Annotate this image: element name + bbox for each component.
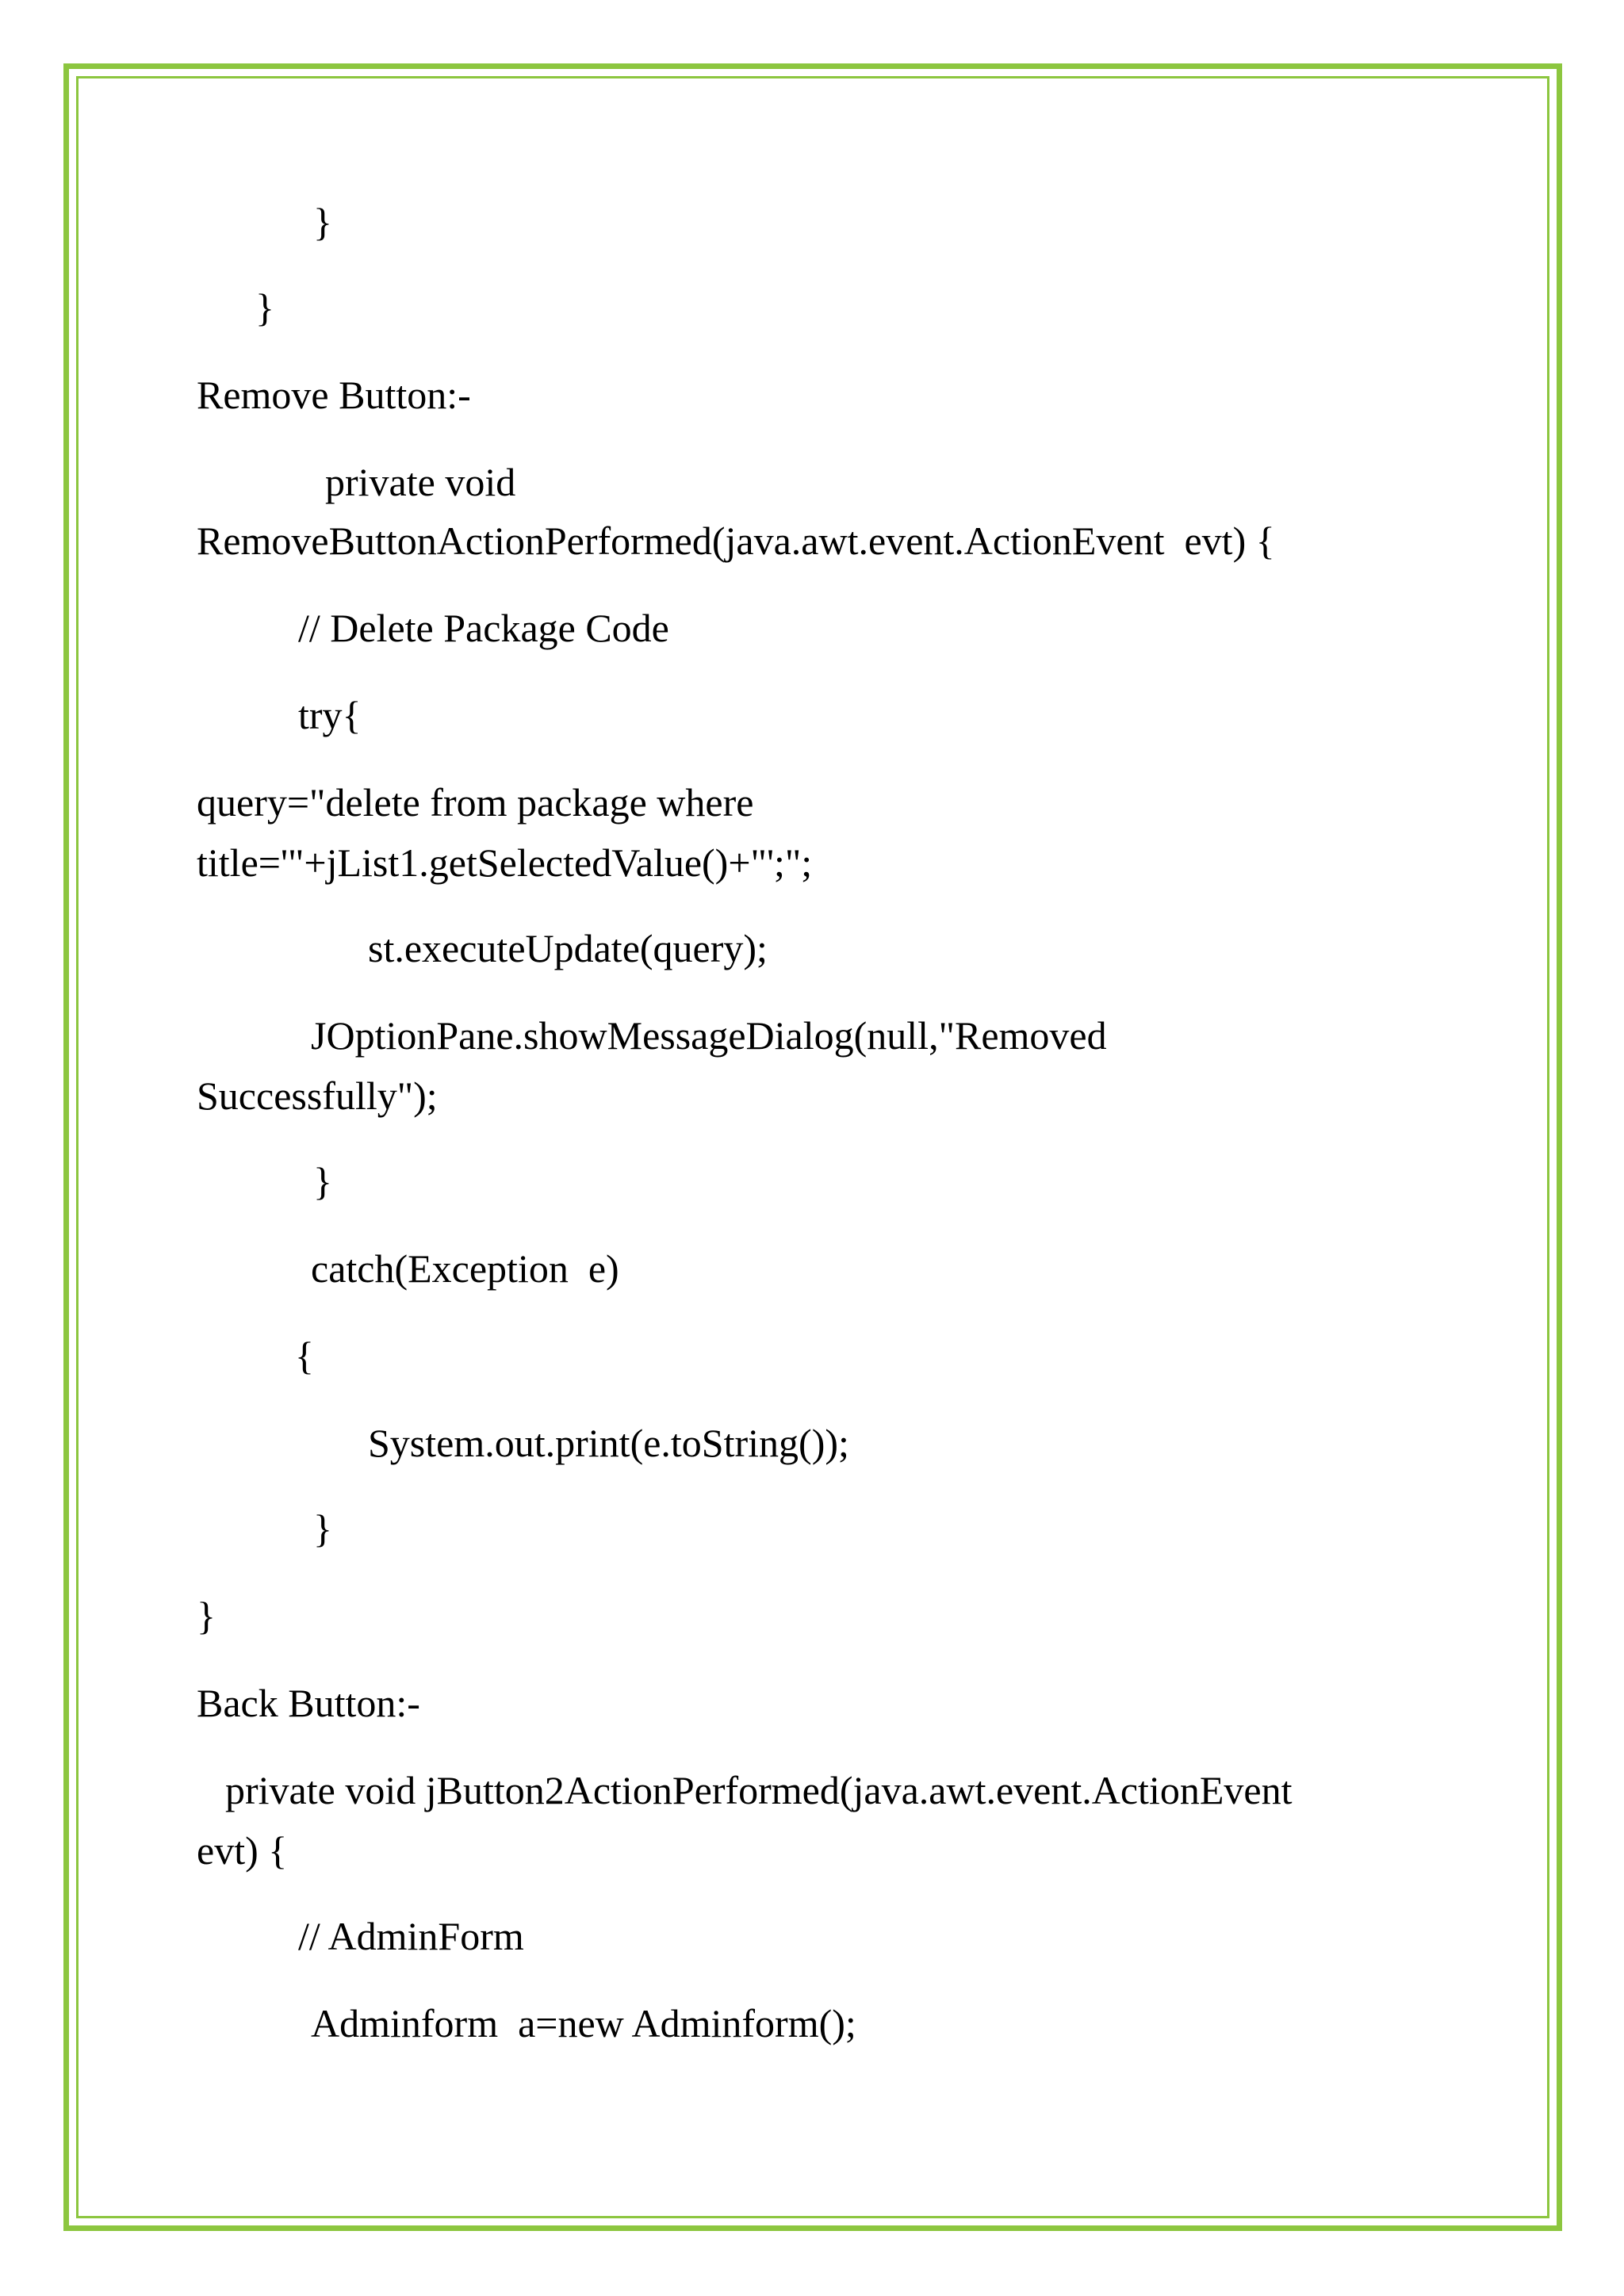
- code-line: private void jButton2ActionPerformed(java.awt.event.ActionEvent: [225, 1768, 1293, 1812]
- code-line: RemoveButtonActionPerformed(java.awt.event.ActionEvent evt) {: [197, 519, 1275, 563]
- code-line: try{: [298, 693, 362, 737]
- code-line: title='"+jList1.getSelectedValue()+"';";: [197, 840, 813, 885]
- section-heading-remove-button: Remove Button:-: [197, 373, 471, 417]
- code-line: private void: [325, 460, 516, 504]
- code-comment: // AdminForm: [298, 1914, 524, 1958]
- code-line: st.executeUpdate(query);: [368, 926, 768, 970]
- code-line: Adminform a=new Adminform();: [311, 2001, 856, 2045]
- closing-brace-line: }: [255, 285, 274, 330]
- closing-brace-line: }: [197, 1594, 216, 1638]
- code-line: evt) {: [197, 1828, 288, 1873]
- closing-brace-line: }: [313, 200, 332, 244]
- code-comment: // Delete Package Code: [298, 606, 669, 650]
- code-line: catch(Exception e): [311, 1246, 619, 1291]
- closing-brace-line: }: [313, 1506, 332, 1551]
- section-heading-back-button: Back Button:-: [197, 1681, 420, 1725]
- code-line: System.out.print(e.toString());: [368, 1421, 849, 1465]
- opening-brace-line: {: [295, 1334, 314, 1378]
- code-line: JOptionPane.showMessageDialog(null,"Removed: [311, 1013, 1107, 1058]
- closing-brace-line: }: [313, 1159, 332, 1203]
- code-line: query="delete from package where: [197, 780, 754, 825]
- code-line: Successfully");: [197, 1073, 438, 1118]
